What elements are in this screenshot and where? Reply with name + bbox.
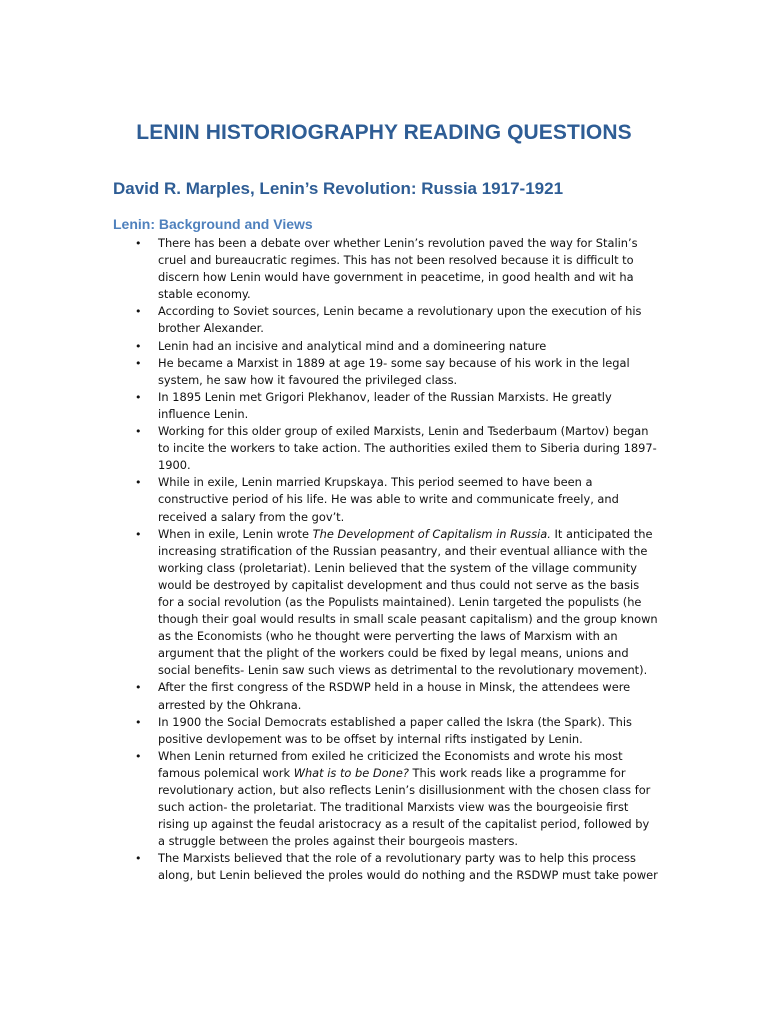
- bullet-list: [158, 235, 658, 885]
- bullet-item: [158, 714, 658, 748]
- document-subtitle: David R. Marples, Lenin’s Revolution: Russia 1917-1921: [113, 179, 564, 198]
- bullet-italic-text: The Development of Capitalism in Russia.: [312, 526, 551, 541]
- bullet-text: Working for this older group of exiled Marxists, Lenin and Tsederbaum (Martov) began to incite the workers to take action. The authorities exiled them to Siberia during 1897-1900.: [158, 424, 657, 473]
- bullet-text: When in exile, Lenin wrote: [158, 526, 313, 541]
- bullet-text: According to Soviet sources, Lenin became a revolutionary upon the execution of his brother Alexander.: [158, 304, 642, 336]
- bullet-item: [158, 389, 658, 423]
- bullet-item: [158, 338, 658, 355]
- bullet-text: This work reads like a programme for revolutionary action, but also reflects Lenin’s disillusionment with the chosen class for such action- the proletariat. The traditional Marxists view was the bourgeoisie first rising up against the feudal aristocracy as a result of the capitalist period, followed by a struggle between the proles against their bourgeois masters.: [158, 765, 651, 849]
- bullet-text: There has been a debate over whether Lenin’s revolution paved the way for Stalin’s cruel and bureaucratic regimes. This has not been resolved because it is difficult to discern how Lenin would have government in peacetime, in good health and wit ha stable economy.: [158, 236, 638, 302]
- bullet-text: In 1895 Lenin met Grigori Plekhanov, leader of the Russian Marxists. He greatly influence Lenin.: [158, 389, 612, 421]
- bullet-text: It anticipated the increasing stratification of the Russian peasantry, and their eventual alliance with the working class (proletariat). Lenin believed that the system of the village community would be destroyed by capitalist development and thus could not serve as the basis for a social revolution (as the Populists maintained). Lenin targeted the populists (he though their goal would results in small scale peasant capitalism) and the group known as the Economists (who he thought were perverting the laws of Marxism with an argument that the plight of the workers could be fixed by legal means, unions and social benefits- Lenin saw such views as detrimental to the revolutionary movement).: [158, 526, 658, 678]
- bullet-text: He became a Marxist in 1889 at age 19- some say because of his work in the legal system, he saw how it favoured the privileged class.: [158, 355, 630, 387]
- bullet-text: The Marxists believed that the role of a revolutionary party was to help this process along, but Lenin believed the proles would do nothing and the RSDWP must take power: [158, 851, 658, 883]
- bullet-italic-text: What is to be Done?: [293, 765, 409, 780]
- bullet-item: [158, 423, 658, 474]
- document-title: LENIN HISTORIOGRAPHY READING QUESTIONS: [136, 121, 632, 144]
- bullet-text: After the first congress of the RSDWP held in a house in Minsk, the attendees were arrested by the Ohkrana.: [158, 680, 631, 712]
- bullet-item: [158, 355, 658, 389]
- section-heading: Lenin: Background and Views: [113, 216, 313, 232]
- bullet-text: Lenin had an incisive and analytical mind and a domineering nature: [158, 338, 547, 353]
- bullet-item: [158, 850, 658, 884]
- bullet-text: While in exile, Lenin married Krupskaya. This period seemed to have been a constructive period of his life. He was able to write and communicate freely, and received a salary from the gov’t.: [158, 475, 619, 524]
- bullet-item: [158, 303, 658, 337]
- bullet-text: When Lenin returned from exiled he criticized the Economists and wrote his most famous polemical work: [158, 748, 623, 780]
- bullet-item: [158, 474, 658, 525]
- bullet-item: [158, 526, 658, 680]
- bullet-item: [158, 748, 658, 851]
- bullet-text: In 1900 the Social Democrats established a paper called the Iskra (the Spark). This positive devlopement was to be offset by internal rifts instigated by Lenin.: [158, 714, 632, 746]
- bullet-item: [158, 679, 658, 713]
- bullet-item: [158, 235, 658, 303]
